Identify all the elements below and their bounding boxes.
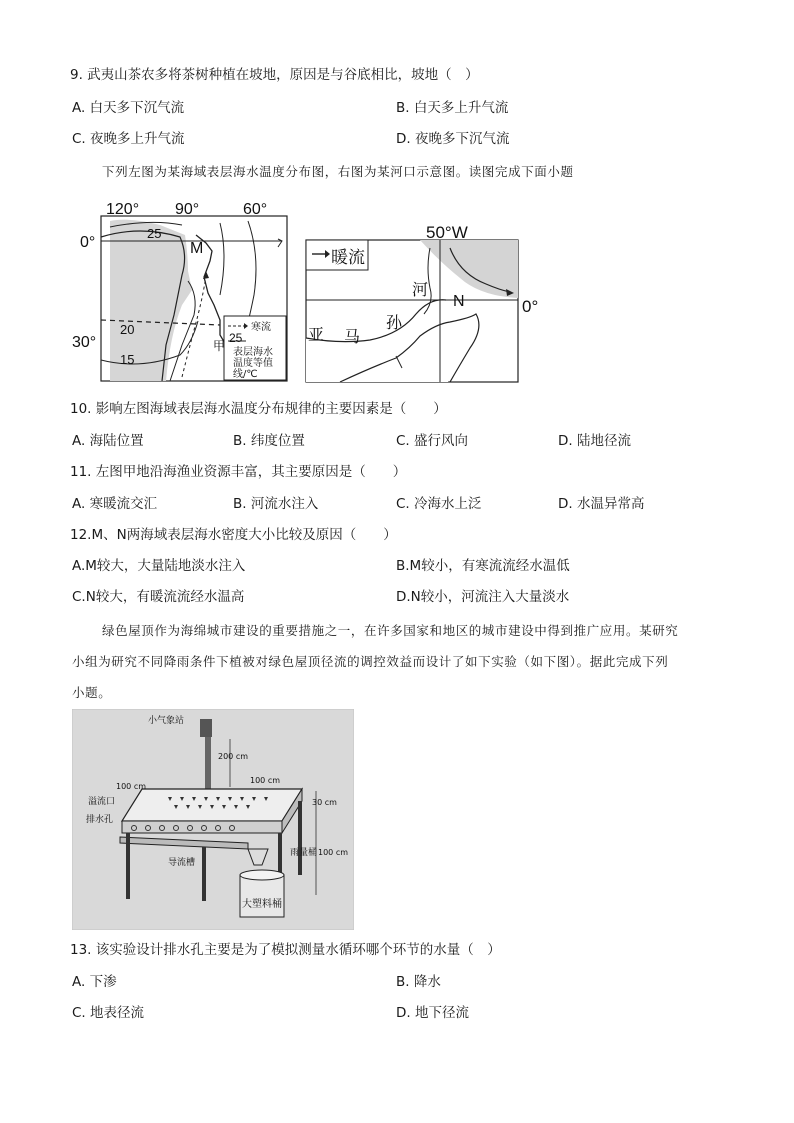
q13-option-c: C. 地表径流 xyxy=(72,1005,145,1021)
right-map-point-n: N xyxy=(453,293,465,310)
q9-option-b: B. 白天多上升气流 xyxy=(396,100,509,116)
left-map-isotherm-label: 25 xyxy=(147,226,162,241)
q10-stem: 10. 影响左图海域表层海水温度分布规律的主要因素是（ ） xyxy=(70,401,447,417)
intro-2-line-2: 小组为研究不同降雨条件下植被对绿色屋顶径流的调控效益而设计了如下实验（如下图）。据此完成下列 xyxy=(72,654,669,669)
q11-option-c: C. 冷海水上泛 xyxy=(396,496,482,512)
right-map-river-label: 河 xyxy=(412,280,429,299)
q9-stem: 9. 武夷山茶农多将茶树种植在坡地，原因是与谷底相比，坡地（ ） xyxy=(70,67,479,83)
photo-label-overflow: 溢流口 xyxy=(88,797,116,807)
right-map-place-label: 马 xyxy=(344,327,361,346)
photo-label-station: 小气象站 xyxy=(148,716,185,726)
q10-option-a: A. 海陆位置 xyxy=(72,433,144,449)
q13-option-a: A. 下渗 xyxy=(72,974,117,990)
q12-option-a: A.M较大，大量陆地淡水注入 xyxy=(72,558,246,574)
q11-stem: 11. 左图甲地沿海渔业资源丰富，其主要原因是（ ） xyxy=(70,464,407,480)
q11-option-a: A. 寒暖流交汇 xyxy=(72,496,158,512)
right-map-river-label: 孙 xyxy=(386,313,403,332)
q10-option-b: B. 纬度位置 xyxy=(233,433,305,449)
intro-2-line-1: 绿色屋顶作为海绵城市建设的重要措施之一，在许多国家和地区的城市建设中得到推广应用。某研究 xyxy=(102,623,679,638)
photo-label-h100: 100 cm xyxy=(318,848,349,857)
photo-label-drain: 排水孔 xyxy=(86,815,114,825)
photo-label-h200: 200 cm xyxy=(218,752,249,761)
left-map-legend-iso-2: 温度等值 xyxy=(233,358,273,369)
left-map-point-jia: 甲 xyxy=(213,339,226,353)
left-map-point-m: M xyxy=(190,240,204,257)
intro-2-line-3: 小题。 xyxy=(72,685,112,700)
weather-station-box xyxy=(200,719,212,737)
station-pole xyxy=(205,737,211,789)
photo-label-h30: 30 cm xyxy=(312,798,337,807)
right-map-lon-label: 50°W xyxy=(426,223,468,242)
photo-label-channel: 导流槽 xyxy=(168,858,196,868)
photo-label-bucket: 大塑料桶 xyxy=(242,899,282,910)
left-map-lat-label: 0° xyxy=(80,234,96,251)
photo-label-gauge: 雨量桶 xyxy=(290,848,318,858)
right-map-legend-warm: 暖流 xyxy=(331,248,365,268)
q9-option-a: A. 白天多下沉气流 xyxy=(72,100,185,116)
q10-option-d: D. 陆地径流 xyxy=(558,433,631,449)
q13-option-b: B. 降水 xyxy=(396,974,441,990)
experiment-photo xyxy=(72,709,354,930)
q13-stem: 13. 该实验设计排水孔主要是为了模拟测量水循环哪个环节的水量（ ） xyxy=(70,942,501,958)
q12-stem: 12.M、N两海域表层海水密度大小比较及原因（ ） xyxy=(70,527,397,543)
left-map-legend-cold: 寒流 xyxy=(251,322,271,333)
left-map-isotherm-label: 25 xyxy=(229,331,243,345)
left-map-lon-label: 120° xyxy=(106,201,140,218)
plastic-bucket xyxy=(240,875,284,917)
right-map-place-label: 亚 xyxy=(308,325,325,344)
q13-option-d: D. 地下径流 xyxy=(396,1005,469,1021)
q12-option-b: B.M较小，有寒流流经水温低 xyxy=(396,558,570,574)
left-map-isotherm-label: 20 xyxy=(120,322,135,337)
photo-label-w100b: 100 cm xyxy=(250,776,281,785)
left-map-figure xyxy=(70,195,292,385)
q11-option-b: B. 河流水注入 xyxy=(233,496,319,512)
q10-option-c: C. 盛行风向 xyxy=(396,433,469,449)
left-map-legend-iso-3: 线/℃ xyxy=(233,369,258,380)
q9-option-d: D. 夜晚多下沉气流 xyxy=(396,131,510,147)
q12-option-c: C.N较大，有暖流流经水温高 xyxy=(72,589,245,605)
left-map-lon-label: 60° xyxy=(243,201,268,218)
intro-1: 下列左图为某海域表层海水温度分布图，右图为某河口示意图。读图完成下面小题 xyxy=(102,164,574,179)
left-map-lat-label: 30° xyxy=(72,334,97,351)
right-map-lat-label: 0° xyxy=(522,297,539,316)
q12-option-d: D.N较小，河流注入大量淡水 xyxy=(396,589,570,605)
left-map-lon-label: 90° xyxy=(175,201,200,218)
photo-label-w100a: 100 cm xyxy=(116,782,147,791)
right-map-figure xyxy=(300,218,550,385)
left-map-isotherm-label: 15 xyxy=(120,352,135,367)
left-map-legend-iso-1: 表层海水 xyxy=(233,347,273,358)
q9-option-c: C. 夜晚多上升气流 xyxy=(72,131,185,147)
q11-option-d: D. 水温异常高 xyxy=(558,496,645,512)
